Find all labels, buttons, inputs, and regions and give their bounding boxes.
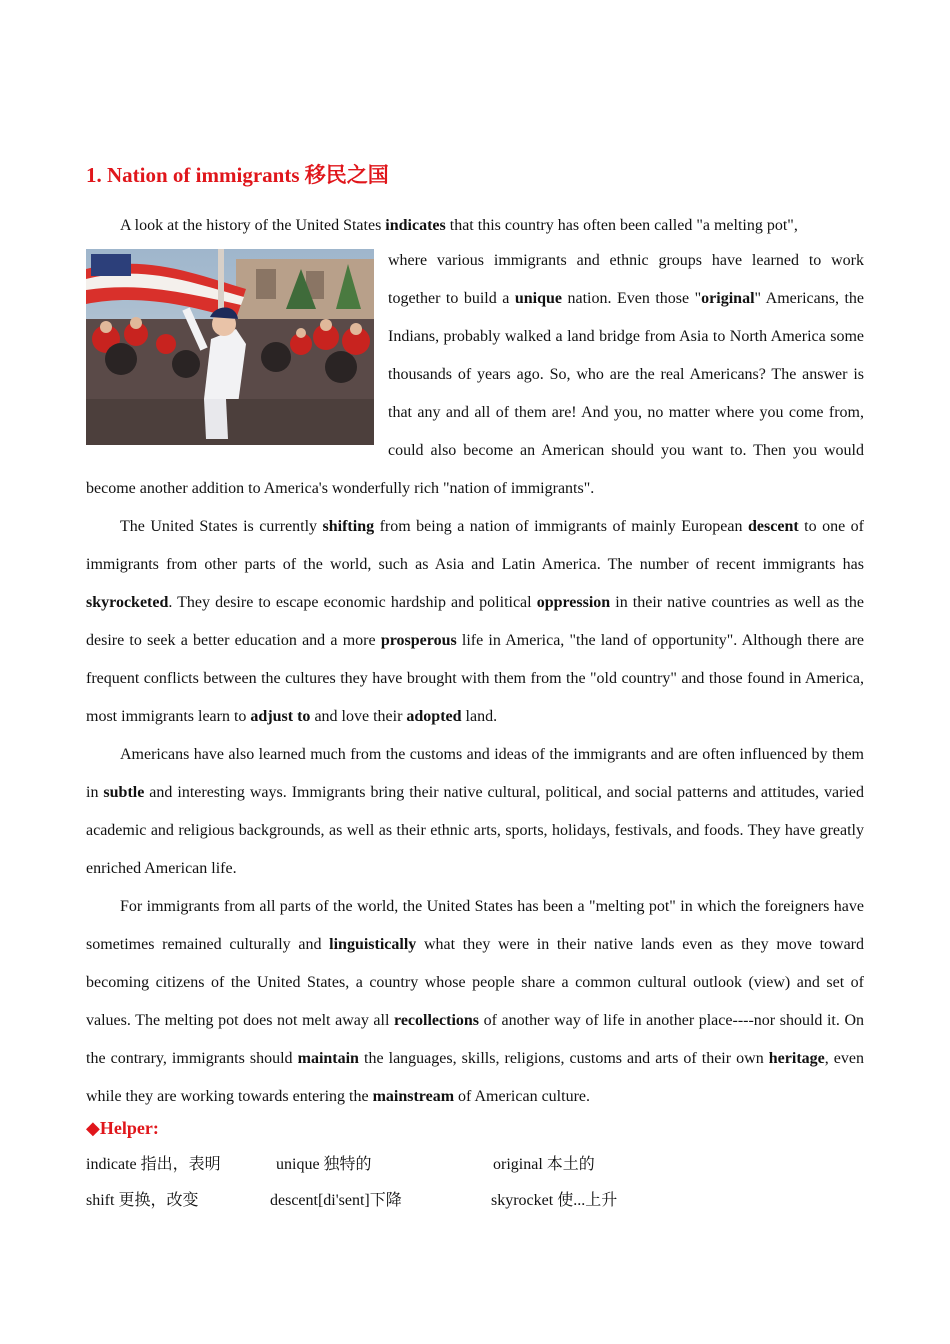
keyword-descent: descent (748, 518, 799, 535)
text-run: from being a nation of immigrants of mainly European (374, 518, 749, 535)
paragraph-1-first-line (86, 207, 864, 245)
text-run: land. (461, 708, 498, 725)
keyword-original: original (701, 290, 755, 307)
text-run: . They desire to escape economic hardship and political (168, 594, 537, 611)
paragraph-2 (86, 508, 864, 736)
text-run: of American culture. (454, 1088, 590, 1105)
text-run: For immigrants from all parts of the world, the United States has been a "melting pot" in which the foreigners have sometimes remained culturally and (86, 898, 864, 953)
keyword-skyrocketed: skyrocketed (86, 594, 169, 611)
vocab-descent: descent[di'sent]下降 (270, 1192, 402, 1209)
text-run: and interesting ways. Immigrants bring their native cultural, political, and social patterns and attitudes, varied academic and religious backgrounds, as well as their ethnic arts, sports, holidays, festivals, and foods. They have greatly enriched American life. (86, 784, 864, 877)
text-run: and love their (310, 708, 407, 725)
text-run: life in America, "the land of opportunity". Although there are frequent conflicts between the cultures they have brought with them from the "old country" and those found in America, most immigrants learn to (86, 632, 865, 725)
text-run: what they were in their native lands even as they move toward becoming citizens of the United States, a country whose people share a common cultural outlook (view) and set of values. The melting pot does not melt away all (86, 936, 865, 1029)
keyword-heritage: heritage (768, 1050, 825, 1067)
text-run: " Americans, the Indians, probably walked a land bridge from Asia to North America some thousands of years ago. So, who are the real Americans? The answer is that any and all of them are! And you, no matter where you come from, could also become an American should you want to. Then you would become another addition to America's wonderfully rich "nation of immigrants". (86, 290, 865, 497)
immigrants-rally-photo (86, 249, 374, 445)
keyword-adjust-to: adjust to (250, 708, 311, 725)
text-run: A look at the history of the United States (120, 217, 386, 234)
vocab-indicate: indicate 指出，表明 (86, 1156, 221, 1173)
vocab-shift: shift 更换，改变 (86, 1192, 199, 1209)
text-run: the languages, skills, religions, customs and arts of their own (358, 1050, 769, 1067)
text-run: that this country has often been called "a melting pot", (445, 217, 798, 234)
text-run: in their native countries as well as the desire to seek a better education and a more (86, 594, 864, 649)
paragraph-3 (86, 736, 864, 888)
paragraph-4 (86, 888, 864, 1116)
keyword-recollections: recollections (394, 1012, 480, 1029)
keyword-adopted: adopted (406, 708, 462, 725)
vocab-unique: unique 独特的 (276, 1156, 372, 1173)
keyword-linguistically: linguistically (329, 936, 417, 953)
vocab-skyrocket: skyrocket 使...上升 (491, 1192, 618, 1209)
text-run: The United States is currently (120, 518, 323, 535)
article-body (86, 207, 864, 1116)
keyword-mainstream: mainstream (372, 1088, 455, 1105)
keyword-indicates: indicates (385, 217, 446, 234)
text-run: nation. Even those " (562, 290, 702, 307)
keyword-subtle: subtle (103, 784, 145, 801)
text-run: to one of immigrants from other parts of the world, such as Asia and Latin America. The number of recent immigrants has (86, 518, 865, 573)
text-run: of another way of life in another place----nor should it. On the contrary, immigrants should (86, 1012, 864, 1067)
photo-illustration (86, 249, 374, 445)
text-run: , even while they are working towards entering the (86, 1050, 865, 1105)
text-run: where various immigrants and ethnic groups have learned to work together to build a (388, 252, 864, 307)
keyword-prosperous: prosperous (380, 632, 457, 649)
keyword-maintain: maintain (297, 1050, 359, 1067)
helper-heading: ◆Helper: (86, 1118, 159, 1138)
vocab-original: original 本土的 (493, 1156, 595, 1173)
keyword-unique: unique (514, 290, 562, 307)
text-run: Americans have also learned much from the customs and ideas of the immigrants and are often influenced by them in (86, 746, 864, 801)
keyword-oppression: oppression (536, 594, 611, 611)
keyword-shifting: shifting (322, 518, 375, 535)
section-title: 1. Nation of immigrants 移民之国 (86, 163, 389, 187)
